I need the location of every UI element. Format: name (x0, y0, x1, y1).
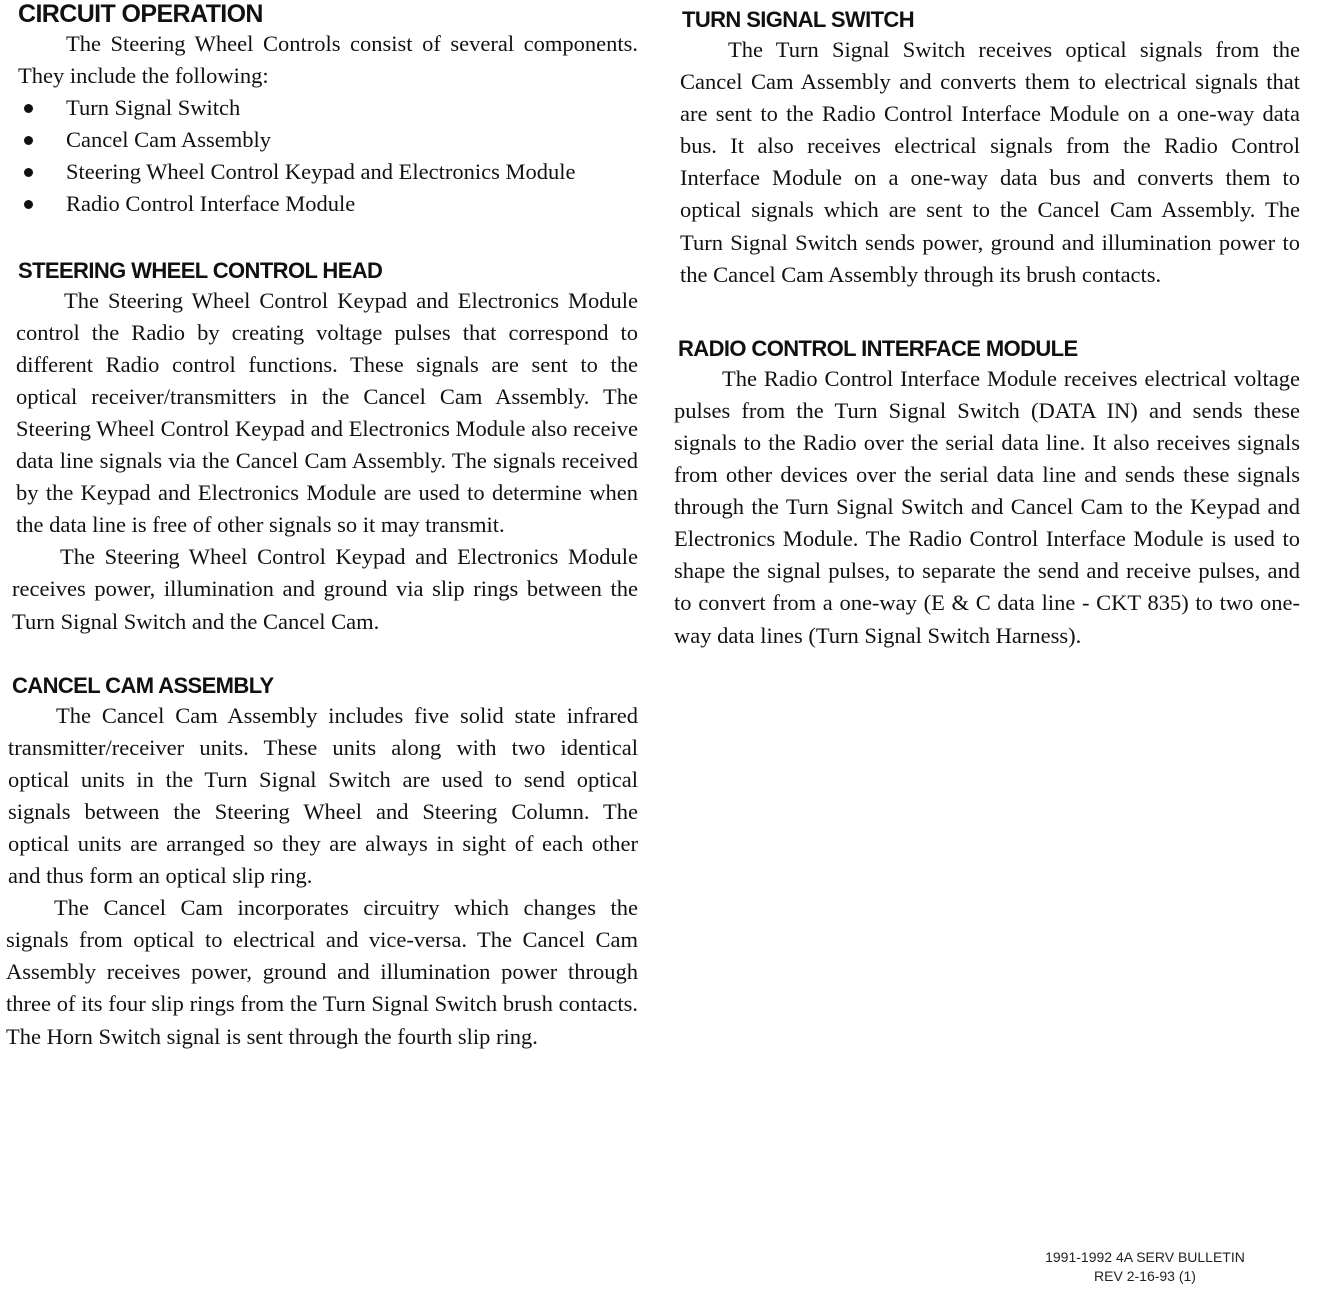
right-column (672, 0, 1300, 652)
bullet-icon (24, 200, 33, 209)
list-item: Radio Control Interface Module (10, 188, 638, 220)
list-item: Turn Signal Switch (10, 92, 638, 124)
radio-interface-heading: RADIO CONTROL INTERFACE MODULE (678, 335, 1078, 361)
component-list (10, 92, 638, 220)
control-head-paragraph-2: The Steering Wheel Control Keypad and Electronics Module receives power, illumination and ground via slip rings between the Turn Signal Switch and the Cancel Cam. (12, 544, 638, 634)
circuit-operation-intro: The Steering Wheel Controls consist of several components. They include the following: (18, 31, 638, 89)
bullet-icon (24, 168, 33, 177)
left-column (6, 0, 638, 1053)
control-head-paragraph-1: The Steering Wheel Control Keypad and Electronics Module control the Radio by creating voltage pulses that correspond to different Radio control functions. These signals are sent to the optical receiver/transmitters in the Cancel Cam Assembly. The Steering Wheel Control Keypad and Electronics Module also receive data line signals via the Cancel Cam Assembly. The signals received by the Keypad and Electronics Module are used to determine when the data line is free of other signals so it may transmit. (16, 287, 638, 538)
list-item: Cancel Cam Assembly (10, 124, 638, 156)
cancel-cam-paragraph-1: The Cancel Cam Assembly includes five solid state infrared transmitter/receiver units. These units along with two identical optical units in the Turn Signal Switch are used to send optical signals between the Steering Wheel and Steering Column. The optical units are arranged so they are always in sight of each other and thus form an optical slip ring. (8, 702, 638, 889)
bullet-icon (24, 104, 33, 113)
footer-revision (1010, 1248, 1280, 1286)
circuit-operation-heading: CIRCUIT OPERATION (18, 0, 263, 28)
cancel-cam-heading: CANCEL CAM ASSEMBLY (12, 672, 274, 698)
turn-signal-heading: TURN SIGNAL SWITCH (682, 7, 915, 32)
bullet-icon (24, 136, 33, 145)
control-head-heading: STEERING WHEEL CONTROL HEAD (18, 257, 383, 283)
footer-bulletin: 1991-1992 4A SERV BULLETIN (1045, 1249, 1245, 1265)
footer-rev-date: REV 2-16-93 (1) (1094, 1268, 1196, 1284)
turn-signal-paragraph: The Turn Signal Switch receives optical signals from the Cancel Cam Assembly and converts them to electrical signals that are sent to the Radio Control Interface Module on a one-way data bus. It also receives electrical signals from the Radio Control Interface Module on a one-way data bus and converts them to optical signals which are sent to the Cancel Cam Assembly. The Turn Signal Switch sends power, ground and illumination power to the Cancel Cam Assembly through its brush contacts. (680, 37, 1300, 287)
radio-interface-paragraph: The Radio Control Interface Module receives electrical voltage pulses from the Turn Signal Switch (DATA IN) and sends these signals to the Radio over the serial data line. It also receives signals from other devices over the serial data line and sends these signals through the Turn Signal Switch and Cancel Cam to the Keypad and Electronics Module. The Radio Control Interface Module is used to shape the signal pulses, to separate the send and receive pulses, and to convert from a one-way (E & C data line - CKT 835) to two one-way data lines (Turn Signal Switch Harness). (674, 365, 1300, 648)
list-item: Steering Wheel Control Keypad and Electronics Module (10, 156, 638, 188)
cancel-cam-paragraph-2: The Cancel Cam incorporates circuitry which changes the signals from optical to electrical and vice-versa. The Cancel Cam Assembly receives power, ground and illumination power through three of its four slip rings from the Turn Signal Switch brush contacts. The Horn Switch signal is sent through the fourth slip ring. (6, 895, 638, 1049)
